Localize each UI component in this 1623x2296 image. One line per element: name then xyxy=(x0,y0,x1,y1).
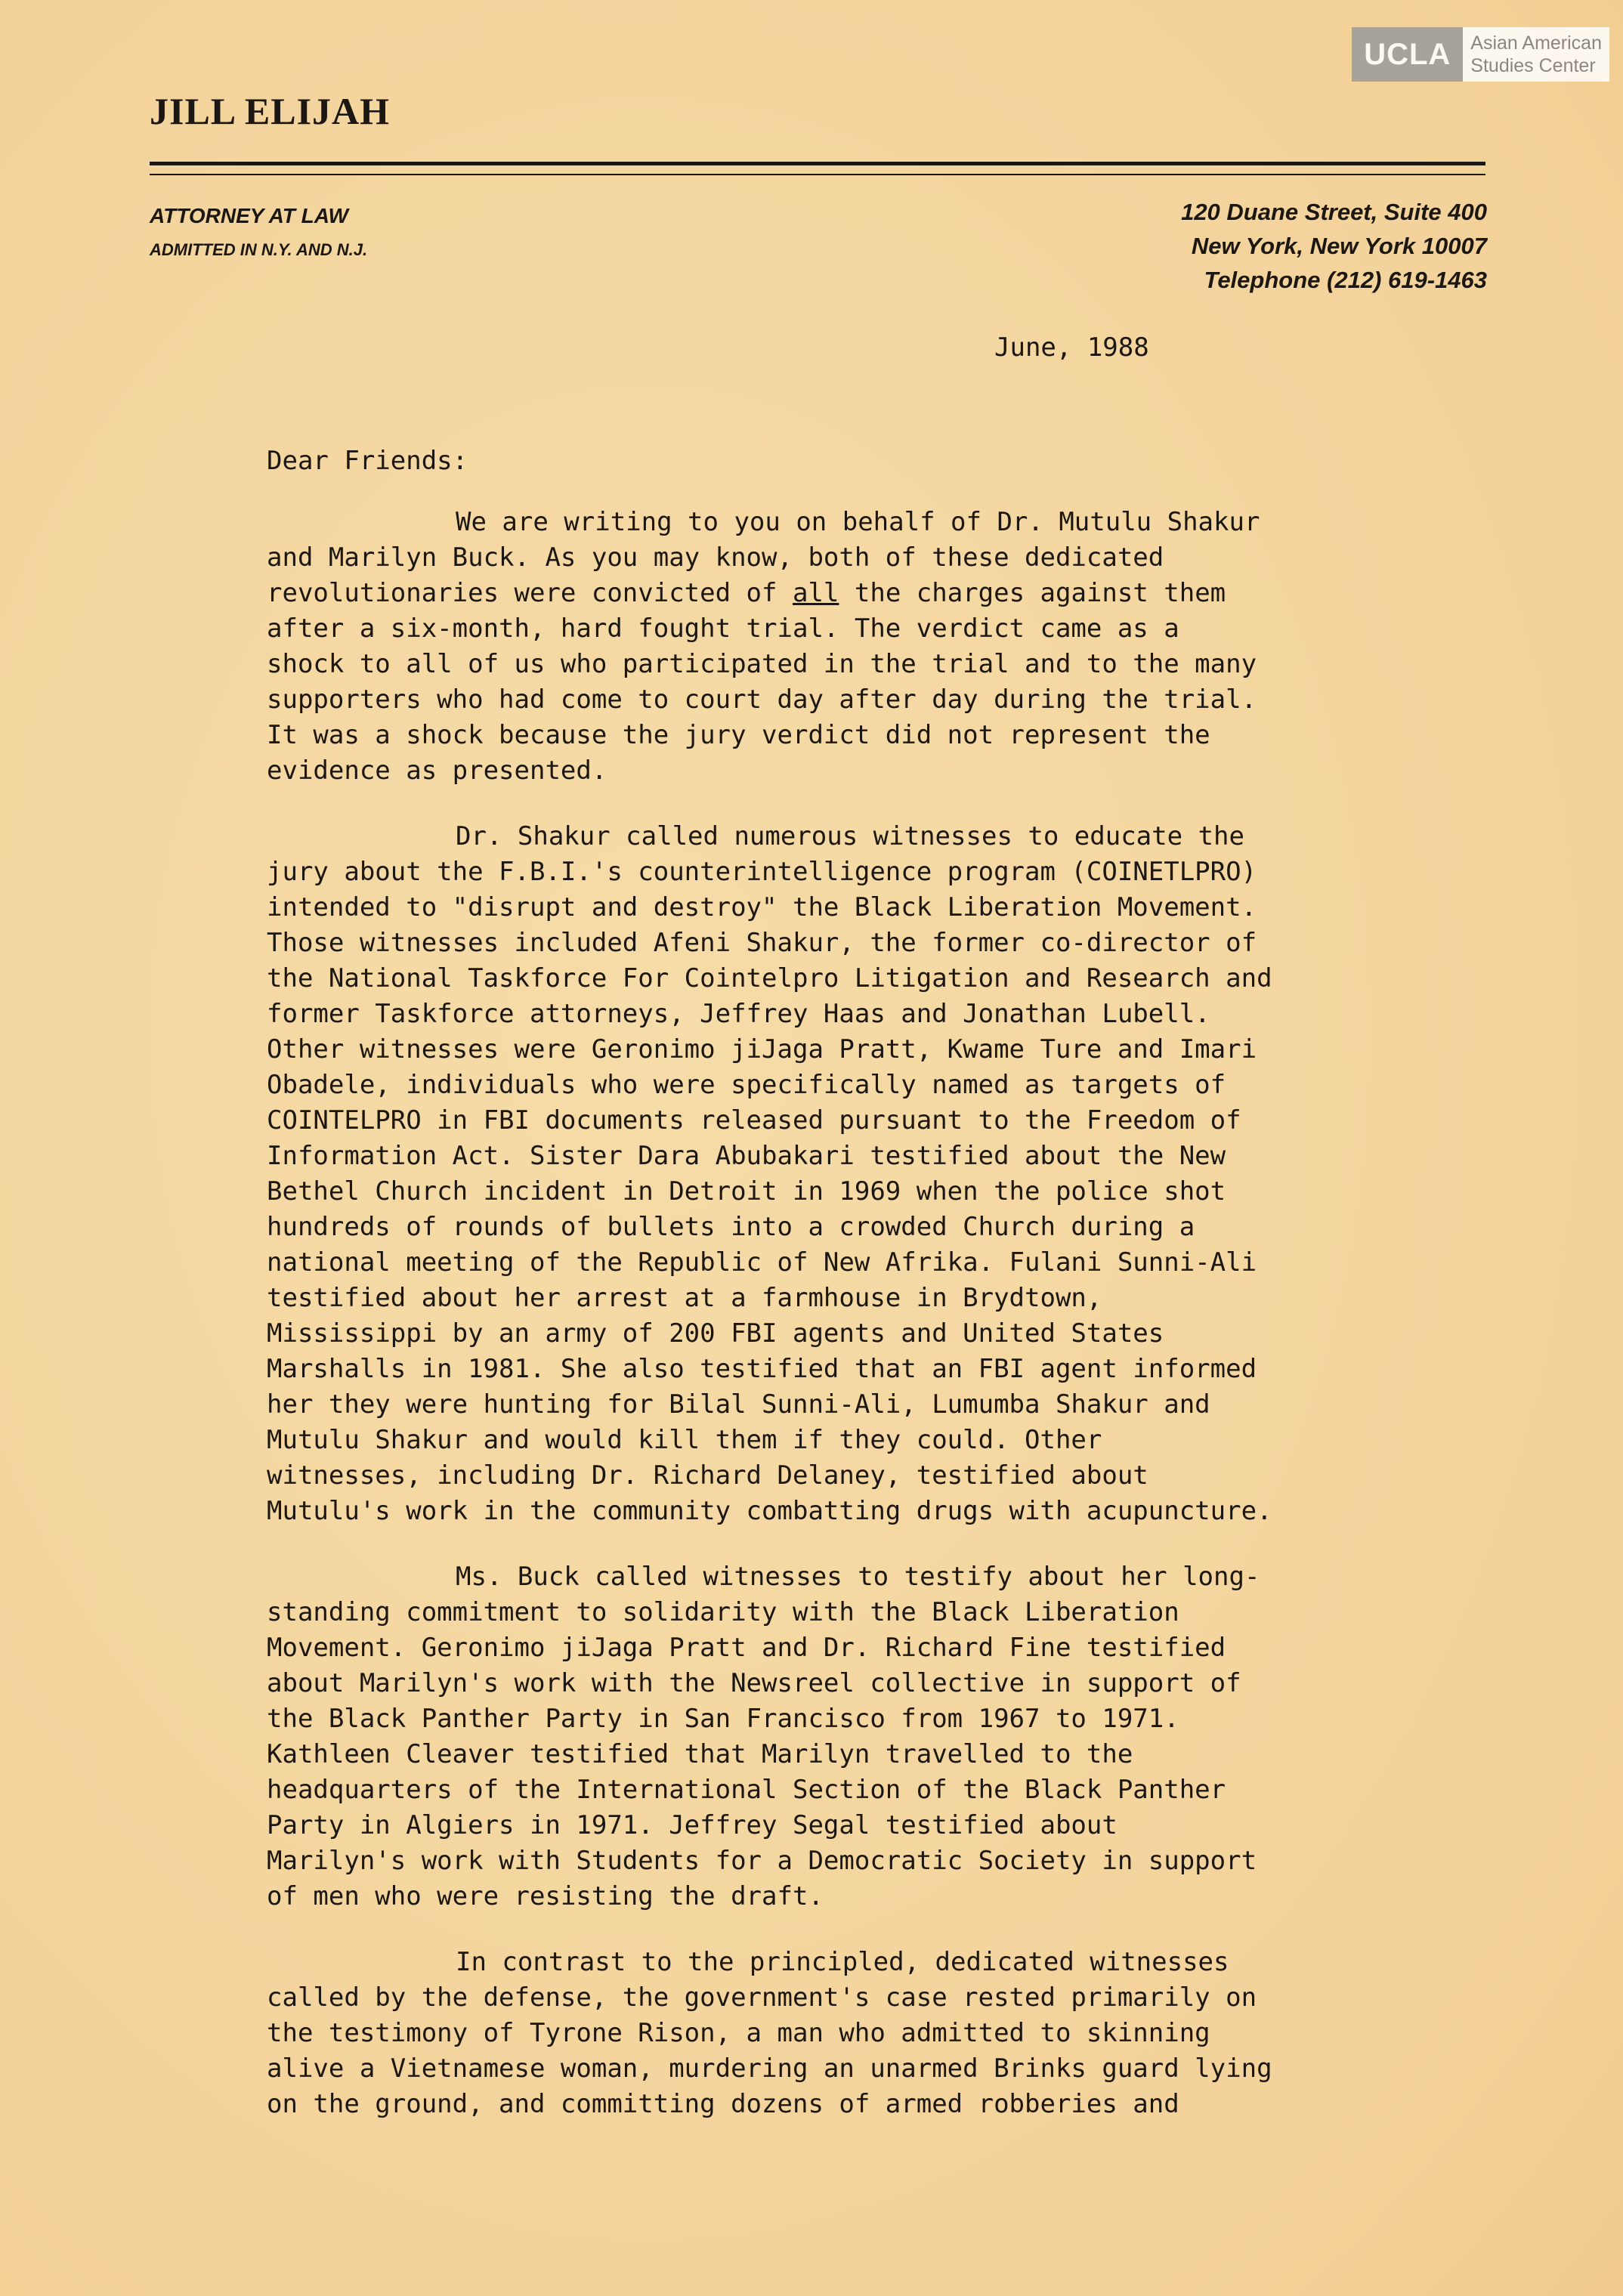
watermark-org xyxy=(1463,32,1609,77)
text-line: the National Taskforce For Cointelpro Litigation and Research and xyxy=(267,963,1272,993)
ucla-logo: UCLA xyxy=(1352,27,1463,82)
text-line: about Marilyn's work with the Newsreel collective in support of xyxy=(267,1668,1241,1698)
letterhead-address xyxy=(1181,195,1487,297)
text-line: on the ground, and committing dozens of armed robberies and xyxy=(267,2089,1179,2119)
telephone: Telephone (212) 619-1463 xyxy=(1204,267,1487,293)
emphasis-all: all xyxy=(792,578,839,608)
text-line: Those witnesses included Afeni Shakur, the former co-director of xyxy=(267,928,1257,958)
text-line: Information Act. Sister Dara Abubakari testified about the New xyxy=(267,1141,1226,1171)
text-line: In contrast to the principled, dedicated witnesses xyxy=(456,1947,1229,1977)
text-line: Marilyn's work with Students for a Democratic Society in support xyxy=(267,1846,1257,1876)
letterhead-name: JILL ELIJAH xyxy=(150,90,391,132)
text-line: COINTELPRO in FBI documents released pursuant to the Freedom of xyxy=(267,1105,1241,1136)
text-line: headquarters of the International Section of the Black Panther xyxy=(267,1775,1226,1805)
text-line: Dr. Shakur called numerous witnesses to educate the xyxy=(456,821,1244,851)
text-line: former Taskforce attorneys, Jeffrey Haas and Jonathan Lubell. xyxy=(267,999,1210,1029)
letter-body xyxy=(267,505,1521,2152)
text-line: hundreds of rounds of bullets into a crowded Church during a xyxy=(267,1212,1195,1242)
letter-date: June, 1988 xyxy=(994,332,1149,363)
text-line: It was a shock because the jury verdict did not represent the xyxy=(267,720,1210,750)
text-line: Marshalls in 1981. She also testified that an FBI agent informed xyxy=(267,1354,1257,1384)
salutation: Dear Friends: xyxy=(267,446,468,476)
text-line: Ms. Buck called witnesses to testify about her long- xyxy=(456,1562,1260,1592)
text-line xyxy=(267,576,1521,611)
text-line: Mutulu's work in the community combatting drugs with acupuncture. xyxy=(267,1496,1272,1526)
text-line: standing commitment to solidarity with the Black Liberation xyxy=(267,1597,1179,1627)
text-line: Kathleen Cleaver testified that Marilyn travelled to the xyxy=(267,1739,1133,1769)
paragraph-1 xyxy=(267,505,1521,789)
text-line: the testimony of Tyrone Rison, a man who admitted to skinning xyxy=(267,2018,1210,2048)
text-line: Bethel Church incident in Detroit in 1969 when the police shot xyxy=(267,1176,1226,1207)
text-line: evidence as presented. xyxy=(267,756,607,786)
letterhead-admitted: ADMITTED IN N.Y. AND N.J. xyxy=(150,240,368,259)
text-line: Mississippi by an army of 200 FBI agents and United States xyxy=(267,1318,1164,1349)
text-segment: the charges against them xyxy=(839,578,1226,608)
watermark-org-line1: Asian American xyxy=(1470,32,1602,54)
address-line-2: New York, New York 10007 xyxy=(1191,233,1487,259)
text-segment: revolutionaries were convicted of xyxy=(267,578,793,608)
text-line: after a six-month, hard fought trial. The verdict came as a xyxy=(267,613,1179,644)
letterhead-rule-thin xyxy=(150,174,1485,175)
text-line: testified about her arrest at a farmhouse in Brydtown, xyxy=(267,1283,1102,1313)
letterhead-title: ATTORNEY AT LAW xyxy=(150,204,348,227)
text-line: Movement. Geronimo jiJaga Pratt and Dr. Richard Fine testified xyxy=(267,1633,1226,1663)
paragraph-2 xyxy=(267,819,1521,1529)
text-line: witnesses, including Dr. Richard Delaney, testified about xyxy=(267,1460,1148,1491)
letterhead-rule-thick xyxy=(150,162,1485,165)
text-line: intended to "disrupt and destroy" the Black Liberation Movement. xyxy=(267,892,1257,922)
text-line: jury about the F.B.I.'s counterintelligence program (COINETLPRO) xyxy=(267,857,1257,887)
text-line: and Marilyn Buck. As you may know, both of these dedicated xyxy=(267,542,1164,573)
paragraph-4 xyxy=(267,1945,1521,2122)
watermark-org-line2: Studies Center xyxy=(1470,55,1596,76)
text-line: Mutulu Shakur and would kill them if they could. Other xyxy=(267,1425,1102,1455)
text-line: shock to all of us who participated in the trial and to the many xyxy=(267,649,1257,679)
ucla-watermark xyxy=(1352,27,1609,82)
text-line: alive a Vietnamese woman, murdering an unarmed Brinks guard lying xyxy=(267,2053,1272,2084)
text-line: national meeting of the Republic of New Afrika. Fulani Sunni-Ali xyxy=(267,1247,1257,1278)
text-line: her they were hunting for Bilal Sunni-Ali, Lumumba Shakur and xyxy=(267,1389,1210,1420)
text-line: Party in Algiers in 1971. Jeffrey Segal testified about xyxy=(267,1810,1118,1840)
text-line: We are writing to you on behalf of Dr. Mutulu Shakur xyxy=(456,507,1260,537)
address-line-1: 120 Duane Street, Suite 400 xyxy=(1181,199,1487,225)
text-line: the Black Panther Party in San Francisco from 1967 to 1971. xyxy=(267,1704,1179,1734)
text-line: Other witnesses were Geronimo jiJaga Pratt, Kwame Ture and Imari xyxy=(267,1034,1257,1065)
text-line: Obadele, individuals who were specifically named as targets of xyxy=(267,1070,1226,1100)
text-line: called by the defense, the government's case rested primarily on xyxy=(267,1982,1257,2013)
paragraph-3 xyxy=(267,1559,1521,1914)
text-line: supporters who had come to court day after day during the trial. xyxy=(267,684,1257,715)
text-line: of men who were resisting the draft. xyxy=(267,1881,824,1911)
letterhead-credentials xyxy=(150,204,367,260)
